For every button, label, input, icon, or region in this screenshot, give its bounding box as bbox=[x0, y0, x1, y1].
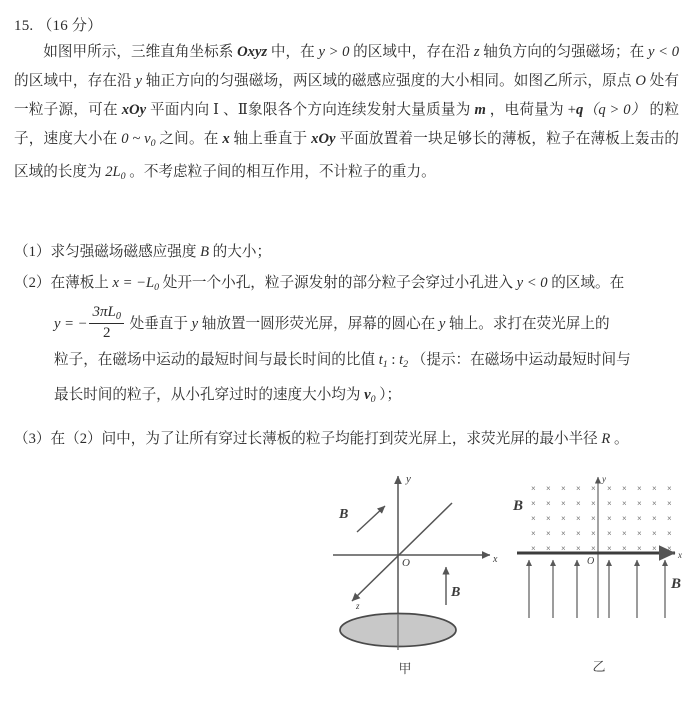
svg-text:×: × bbox=[652, 529, 657, 538]
svg-text:×: × bbox=[637, 499, 642, 508]
svg-text:×: × bbox=[622, 484, 627, 493]
svg-text:×: × bbox=[652, 499, 657, 508]
svg-text:×: × bbox=[591, 529, 596, 538]
stem-t1: 如图甲所示，三维直角坐标系 bbox=[43, 44, 238, 60]
strike-length: 2L bbox=[105, 163, 121, 180]
svg-text:×: × bbox=[576, 484, 581, 493]
svg-text:×: × bbox=[637, 529, 642, 538]
axis-x-symbol: x bbox=[222, 131, 230, 147]
part-2-t8: （提示：在磁场中运动最短时间与 bbox=[408, 351, 631, 368]
x-axis-label: x bbox=[678, 550, 682, 560]
figure-jia-svg bbox=[330, 468, 510, 658]
stem-t13: 的粒子，速度大小在 bbox=[14, 102, 679, 147]
stem-t19: 力。 bbox=[406, 163, 436, 180]
part-2-t2: 处开一个小孔，粒子源发射的部分粒子会穿过小孔进入 bbox=[159, 275, 517, 291]
part-3-text-after: 。 bbox=[610, 430, 629, 447]
svg-text:×: × bbox=[561, 544, 566, 553]
stem-t8: 示，原点 bbox=[572, 73, 636, 89]
field-label-upper: B bbox=[339, 507, 349, 522]
part-1-text-before: 求匀强磁场磁感应强度 bbox=[50, 244, 201, 260]
part-3 bbox=[14, 425, 682, 454]
origin-label: O bbox=[587, 556, 595, 567]
stem-paragraph bbox=[14, 38, 679, 191]
part-2-t6: 轴上。求打在荧光屏上的 bbox=[445, 315, 610, 332]
svg-text:×: × bbox=[576, 514, 581, 523]
stem-t11: ，电 bbox=[485, 102, 520, 118]
y-axis-label: y bbox=[406, 473, 411, 485]
svg-text:×: × bbox=[667, 544, 672, 553]
y-axis-label: y bbox=[602, 474, 606, 484]
question-number-line bbox=[14, 14, 102, 35]
svg-text:×: × bbox=[622, 529, 627, 538]
field-label-right: B bbox=[671, 576, 682, 592]
field-arrow-upper bbox=[357, 506, 385, 532]
part-2-line-4 bbox=[14, 381, 682, 414]
part-3-text-before: 在（2）问中，为了让所有穿过长薄板的粒子均能打到荧光屏上，求荧光屏的最小半径 bbox=[50, 430, 602, 447]
part-2-t1: 在薄板上 bbox=[50, 275, 113, 291]
stem-t5: 在 bbox=[629, 44, 648, 60]
hole-position-subscript: 0 bbox=[154, 281, 160, 293]
figure-yi bbox=[505, 468, 693, 702]
axis-y-ref-2: y bbox=[438, 315, 446, 332]
stem-t9: 处有一粒子源，可在 bbox=[14, 73, 679, 118]
svg-text:×: × bbox=[531, 484, 536, 493]
part-2-t10: ）； bbox=[375, 386, 402, 403]
part-2-line-2 bbox=[14, 304, 682, 344]
axis-z-symbol: z bbox=[473, 44, 480, 60]
stem-t4: 轴负方向的匀强磁场； bbox=[479, 44, 630, 60]
figure-yi-svg bbox=[505, 468, 693, 658]
svg-text:×: × bbox=[561, 529, 566, 538]
radius-symbol: R bbox=[601, 430, 611, 447]
figure-yi-caption: 乙 bbox=[592, 659, 606, 674]
svg-text:×: × bbox=[546, 484, 551, 493]
part-2-t7: 粒子，在磁场中运动的最短时间与最长时间的比值 bbox=[54, 351, 379, 368]
svg-text:×: × bbox=[622, 499, 627, 508]
part-1-text-after: 的大小； bbox=[209, 244, 272, 260]
svg-text:×: × bbox=[576, 529, 581, 538]
plane-xoy-symbol: xOy bbox=[121, 102, 147, 118]
svg-text:×: × bbox=[531, 499, 536, 508]
z-axis-label: z bbox=[356, 601, 360, 611]
svg-text:×: × bbox=[637, 544, 642, 553]
svg-text:×: × bbox=[531, 544, 536, 553]
question-score: （16 分） bbox=[37, 18, 103, 34]
time-ratio-t1: t bbox=[378, 351, 383, 368]
svg-text:×: × bbox=[561, 484, 566, 493]
part-2-line-1 bbox=[14, 269, 682, 302]
svg-text:×: × bbox=[561, 514, 566, 523]
svg-text:×: × bbox=[591, 514, 596, 523]
part-1 bbox=[14, 238, 682, 267]
svg-text:×: × bbox=[576, 499, 581, 508]
stem-t14: 之间。在 bbox=[155, 131, 223, 147]
region-y-negative: y < 0 bbox=[516, 275, 548, 291]
svg-text:×: × bbox=[531, 529, 536, 538]
part-2-t4: 处垂直于 bbox=[125, 315, 192, 332]
origin-label: O bbox=[402, 557, 410, 569]
svg-text:×: × bbox=[607, 529, 612, 538]
svg-text:×: × bbox=[607, 544, 612, 553]
z-axis-line bbox=[352, 503, 452, 601]
svg-text:×: × bbox=[561, 499, 566, 508]
fraction-denominator: 2 bbox=[102, 325, 111, 342]
charge-condition: （q > 0） bbox=[583, 102, 646, 118]
svg-text:×: × bbox=[546, 499, 551, 508]
svg-text:×: × bbox=[607, 484, 612, 493]
screen-position-fraction bbox=[89, 304, 123, 342]
svg-text:×: × bbox=[546, 514, 551, 523]
plane-xoy-symbol-2: xOy bbox=[311, 131, 336, 147]
field-arrows-group bbox=[529, 560, 665, 618]
svg-text:×: × bbox=[546, 544, 551, 553]
stem-t17: 够长的薄板，粒子在薄板上轰击的区域的长度为 bbox=[14, 131, 679, 180]
part-2-t5: 轴放置一圆形荧光屏，屏幕的圆心在 bbox=[198, 315, 439, 332]
screen-position-lhs: y = − bbox=[54, 315, 88, 332]
time-ratio-t2-subscript: 2 bbox=[403, 358, 409, 370]
part-1-label: （1） bbox=[14, 244, 51, 260]
fraction-numerator: $3\pi L_0$ bbox=[89, 304, 123, 324]
figure-jia-caption: 甲 bbox=[398, 661, 412, 676]
coord-system-symbol: Oxyz bbox=[237, 44, 268, 60]
part-2-t9: 最长时间的粒子，从小孔穿过时的速度大小均为 bbox=[54, 386, 365, 403]
speed-range: 0 ~ v bbox=[121, 131, 151, 147]
mass-symbol: m bbox=[474, 102, 486, 118]
svg-text:×: × bbox=[591, 499, 596, 508]
axis-y-ref-1: y bbox=[191, 315, 199, 332]
stem-t10: 平面内向 Ⅰ 、Ⅱ象限各个方向连续发射大量质量为 bbox=[146, 102, 475, 118]
figure-jia bbox=[330, 468, 510, 702]
svg-text:×: × bbox=[531, 514, 536, 523]
stem-t2: 中，在 bbox=[267, 44, 319, 60]
svg-text:×: × bbox=[637, 484, 642, 493]
time-ratio-t2: t bbox=[399, 351, 404, 368]
condition-y-positive: y > 0 bbox=[318, 44, 350, 60]
stem-t7: 轴正方向的匀强磁场，两区域的磁感应强度的大小相同。如图乙所 bbox=[142, 73, 573, 89]
svg-text:×: × bbox=[667, 484, 672, 493]
svg-text:×: × bbox=[652, 484, 657, 493]
question-parts bbox=[14, 238, 682, 456]
svg-text:×: × bbox=[667, 499, 672, 508]
stem-t16: 平面放置着一块足 bbox=[335, 131, 458, 147]
hole-position-equation: x = −L bbox=[112, 275, 155, 291]
svg-text:×: × bbox=[546, 529, 551, 538]
svg-text:×: × bbox=[576, 544, 581, 553]
figures-container bbox=[0, 468, 693, 702]
field-into-page-grid bbox=[531, 484, 672, 553]
stem-t15: 轴上垂直于 bbox=[229, 131, 312, 147]
svg-text:×: × bbox=[607, 499, 612, 508]
time-ratio-separator: : bbox=[387, 351, 400, 368]
part-2-line-3 bbox=[14, 346, 682, 379]
stem-t12: 荷量为 + bbox=[519, 102, 576, 118]
axis-y-symbol: y bbox=[135, 73, 143, 89]
magnetic-field-symbol: B bbox=[200, 244, 210, 260]
part-3-label: （3） bbox=[14, 430, 51, 447]
field-label-left: B bbox=[513, 498, 524, 514]
svg-text:×: × bbox=[622, 514, 627, 523]
stem-t6: 的区域中，存在沿 bbox=[14, 73, 136, 89]
time-ratio-t1-subscript: 1 bbox=[382, 358, 388, 370]
strike-length-subscript: 0 bbox=[120, 170, 126, 182]
part-2-t3: 的区域。在 bbox=[547, 275, 625, 291]
question-stem bbox=[14, 38, 679, 191]
svg-text:×: × bbox=[652, 544, 657, 553]
svg-text:×: × bbox=[591, 484, 596, 493]
part-2-label: （2） bbox=[14, 275, 51, 291]
charge-symbol: q bbox=[576, 102, 584, 118]
velocity-subscript: 0 bbox=[370, 393, 376, 405]
svg-text:×: × bbox=[652, 514, 657, 523]
svg-text:×: × bbox=[607, 514, 612, 523]
question-number: 15. bbox=[14, 18, 34, 34]
origin-symbol: O bbox=[635, 73, 646, 89]
stem-t3: 的区域中，存在沿 bbox=[349, 44, 474, 60]
svg-text:×: × bbox=[667, 514, 672, 523]
svg-text:×: × bbox=[622, 544, 627, 553]
svg-text:×: × bbox=[591, 544, 596, 553]
stem-t18: 。不考虑粒子间的相互作用，不计粒子的重 bbox=[125, 163, 407, 180]
svg-text:×: × bbox=[637, 514, 642, 523]
x-axis-label: x bbox=[493, 554, 498, 565]
condition-y-negative: y < 0 bbox=[648, 44, 680, 60]
svg-text:×: × bbox=[667, 529, 672, 538]
velocity-symbol: v bbox=[364, 386, 371, 403]
speed-range-subscript: 0 bbox=[150, 137, 156, 149]
field-label-lower: B bbox=[451, 585, 461, 600]
